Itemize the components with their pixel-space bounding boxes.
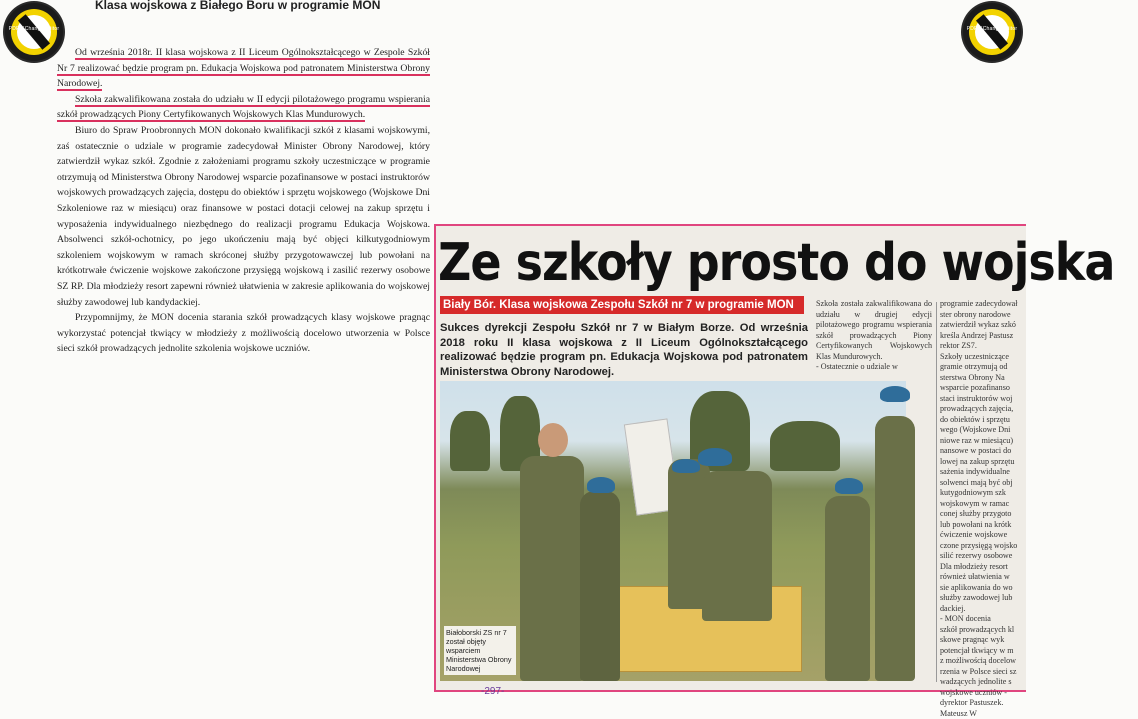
clipping-column-3: programie zadecydował ster obrony narodowe zatwierdził wykaz szkó kreśla Andrzej Pastusz rektor ZS7. Szkoły uczestniczące gramie otrzymują od sterstwa Obrony Na wsparcie pozafinanso staci instruktorów woj prowadzących zajęcia, do obiektów i sprzętu wego (Wojskowe Dni niowe raz w miesiącu) nansowe w postaci do lowej na zakup sprzętu sażenia indywidualne solwenci mają być obj kutygodniowym szk wojskowym w ramac conej służby przygoto lub powołani na krótk ćwiczenie wojskowe czone przysięgą wojsko silić rezerwy osobowe Dla młodzieży resort również ułatwienia w sie aplikowania do wo służby zawodowej lub dackiej. - MON docenia szkół prowadzących kl skowe pragnąc wyk potencjał tkwiący w m z możliwością docelow rzenia w Polsce sieci sz wadzących jednolite s wojskowe uczniów - dyrektor Pastuszek. Mateusz W: [940, 299, 1018, 718]
photo-soldier-beret: [672, 459, 700, 473]
photo-caption: Białoborski ZS nr 7 został objęty wsparciem Ministerstwa Obrony Narodowej: [444, 626, 516, 675]
soldiers-photo: [440, 381, 906, 681]
photo-tree: [450, 411, 490, 471]
photo-soldier: [702, 471, 772, 621]
page-number: -297-: [481, 686, 505, 697]
clipping-lead: Sukces dyrekcji Zespołu Szkół nr 7 w Białym Borze. Od września 2018 roku II klasa wojskowa z II Liceum Ogólnokształcącego realizować będzie program pn. Edukacja Wojskowa pod patronatem Ministerstwa Obrony Narodowej.: [440, 322, 808, 378]
paragraph-2-text: Szkoła zakwalifikowana została do udziału w II edycji pilotażowego programu wspierania szkół prowadzących Piony Certyfikowanych Wojskowych Klas Mundurowych.: [57, 93, 430, 121]
column-divider: [936, 302, 937, 682]
paragraph-4: Przypomnijmy, że MON docenia starania szkół prowadzących klasy wojskowe pragnąc wykorzystać potencjał tkwiący w młodzieży z możliwością docelowo utworzenia w Polsce sieci szkół prowadzących jednolite szkolenia wojskowe uczniów.: [57, 312, 430, 355]
photo-soldier-beret: [587, 477, 615, 493]
paragraph-2: [57, 92, 430, 123]
photo-soldier: [580, 491, 620, 681]
paragraph-1: [57, 45, 430, 92]
stamp-text: PDF-XChange Editor: [8, 26, 60, 32]
newspaper-clipping: [434, 224, 1115, 718]
clipping-subhead: Biały Bór. Klasa wojskowa Zespołu Szkół nr 7 w programie MON: [443, 299, 794, 311]
photo-soldier-beret: [880, 386, 910, 402]
photo-soldier: [520, 456, 584, 681]
pdf-xchange-stamp-left: [5, 3, 63, 61]
photo-soldier-beret: [835, 478, 863, 494]
paragraph-3: Biuro do Spraw Proobronnych MON dokonało kwalifikacji szkół z klasami wojskowymi, zaś ostatecznie o udziale w programie zadecydował Minister Obrony Narodowej, który zatwierdził wykaz szkół. Zgodnie z założeniami programu szkoły uczestniczące w programie otrzymują od Ministerstwa Obrony Narodowej wsparcie pozafinansowe w postaci instruktorów wojskowych prowadzących zajęcia, dostępu do obiektów i sprzętu wojskowego (Wojskowe Dni Szkoleniowe raz w miesiącu) oraz finansowe w postaci dotacji celowej na zakup sprzętu i wyposażenia indywidualnego niezbędnego do realizacji programu Edukacja Wojskowa. Absolwenci szkół-ochotnicy, po jego ukończeniu mają być objęci kilkutygodniowym szkoleniem wojskowym w ramach skróconej służby przygotowawczej lub powołani na krótkotrwałe ćwiczenie wojskowe zakończone przysięgą wojskową i zasilić rezerwy osobowe SZ RP. Dla młodzieży resort zapewni również ułatwienia w zakresie aplikowania do wojskowej służby zawodowej lub kandydackiej.: [57, 124, 430, 308]
clipping-column-2: Szkoła została zakwalifikowana do udziału w drugiej edycji pilotażowego programu wspierania szkół prowadzących Piony Certyfikowanych Wojskowych Klas Mundurowych. - Ostatecznie o udziale w: [816, 299, 932, 371]
paragraph-1-text: Od września 2018r. II klasa wojskowa z II Liceum Ogólnokształcącego w Zespole Szkół Nr 7 realizować będzie program pn. Edukacja Wojskowa pod patronatem Ministerstwa Obrony Narodowej.: [57, 47, 430, 90]
pdf-xchange-stamp-right: [963, 3, 1021, 61]
clipping-subhead-bar: [440, 296, 804, 314]
clipping-headline: Ze szkoły prosto do wojska: [438, 232, 1115, 293]
photo-tree: [770, 421, 840, 471]
photo-soldier: [825, 496, 870, 681]
stamp-text: PDF-XChange Editor: [966, 26, 1018, 32]
photo-soldier-beret: [698, 448, 732, 466]
document-title: Klasa wojskowa z Białego Boru w programie MON: [95, 0, 381, 12]
article-body: [57, 45, 430, 357]
photo-soldier-head: [538, 423, 568, 457]
photo-soldier: [875, 416, 915, 681]
